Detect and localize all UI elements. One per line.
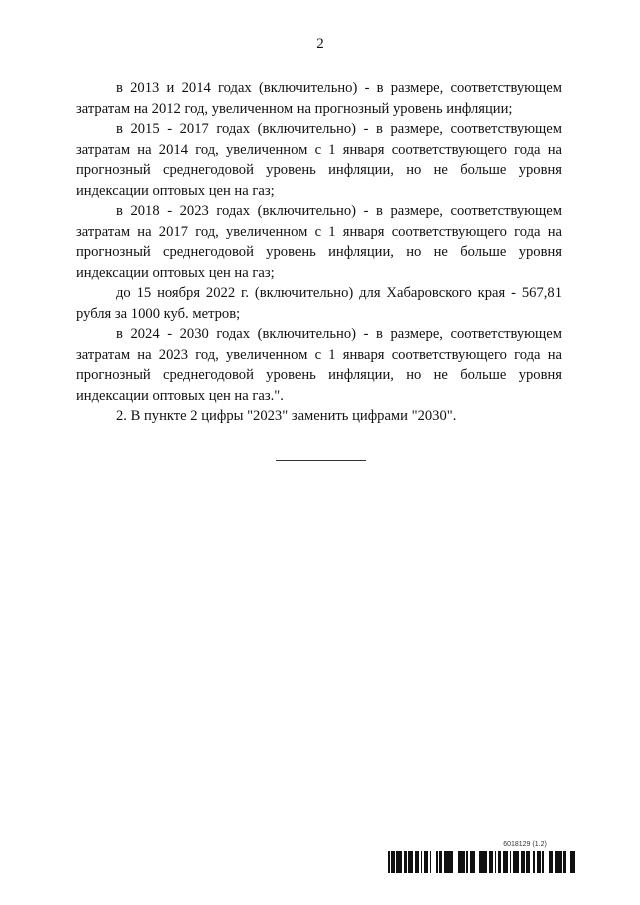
barcode-bar [571,851,573,873]
barcode-bar [479,851,480,873]
barcode-bar [557,851,558,873]
barcode-bar [549,851,551,873]
barcode-bar [515,851,516,873]
barcode-bar [463,851,464,873]
document-body [76,78,562,427]
barcode-bar [482,851,484,873]
barcode-bar [436,851,437,873]
barcode-bar [518,851,519,873]
barcode-bar [521,851,523,873]
barcode-bar [437,851,438,873]
barcode-bar [560,851,562,873]
barcode-bar [461,851,463,873]
barcode-bar [392,851,394,873]
barcode-bar [570,851,571,873]
barcode-bar [388,851,389,873]
barcode-bar [448,851,449,873]
barcode-bar [458,851,459,873]
barcode-bar [490,851,492,873]
barcode-bar [427,851,428,873]
paragraph-2015-2017: в 2015 - 2017 годах (включительно) - в размере, соответствующем затратам на 2014 год, увеличенном с 1 января соответствующего года на прогнозный среднегодовой уровень инфляции, но не больше уровня индексации оптовых цен на газ; [76,121,562,199]
barcode-bar [415,851,417,873]
barcode-bar [411,851,413,873]
barcode [384,851,576,873]
barcode-bar [484,851,486,873]
barcode-bar [439,851,440,873]
barcode-bar [564,851,566,873]
barcode-bar [389,851,390,873]
barcode-bar [574,851,575,873]
barcode-bar [430,851,431,873]
barcode-bar [524,851,525,873]
document-code: 6018129 (1.2) [503,841,547,848]
barcode-bar [507,851,508,873]
barcode-bar [529,851,530,873]
paragraph-2013-2014: в 2013 и 2014 годах (включительно) - в размере, соответствующем затратам на 2012 год, увеличенном на прогнозный уровень инфляции; [76,80,562,117]
barcode-bar [398,851,400,873]
barcode-bar [498,851,500,873]
closing-divider [276,460,366,461]
barcode-bar [555,851,557,873]
barcode-bar [538,851,540,873]
barcode-bar [450,851,451,873]
barcode-bar [440,851,441,873]
barcode-bar [486,851,487,873]
barcode-bar [417,851,418,873]
barcode-bar [396,851,398,873]
barcode-bar [528,851,529,873]
barcode-bar [563,851,564,873]
barcode-bar [408,851,410,873]
page-number: 2 [316,36,324,52]
paragraph-item-2: 2. В пункте 2 цифры "2023" заменить цифрами "2030". [116,408,457,424]
barcode-bar [495,851,496,873]
barcode-bar [466,851,468,873]
barcode-bar [421,851,422,873]
barcode-bar [573,851,574,873]
barcode-bar [425,851,427,873]
barcode-bar [533,851,535,873]
barcode-bar [513,851,515,873]
barcode-bar [510,851,511,873]
barcode-bar [404,851,406,873]
barcode-bar [400,851,402,873]
barcode-bar [503,851,505,873]
barcode-bar [526,851,528,873]
paragraph-khabarovsk: до 15 ноября 2022 г. (включительно) для Хабаровского края - 567,81 рубля за 1000 куб. метров; [76,285,562,322]
barcode-bar [500,851,501,873]
barcode-bar [551,851,553,873]
barcode-bar [464,851,465,873]
barcode-bar [394,851,395,873]
paragraph-2024-2030: в 2024 - 2030 годах (включительно) - в размере, соответствующем затратам на 2023 год, увеличенном с 1 января соответствующего года на прогнозный среднегодовой уровень инфляции, но не больше уровня индексации оптовых цен на газ.". [76,326,562,404]
barcode-bar [418,851,419,873]
barcode-bar [506,851,507,873]
paragraph-2018-2023: в 2018 - 2023 годах (включительно) - в размере, соответствующем затратам на 2017 год, увеличенном с 1 января соответствующего года на прогнозный среднегодовой уровень инфляции, но не больше уровня индексации оптовых цен на газ; [76,203,562,281]
barcode-bar [516,851,518,873]
barcode-bar [540,851,541,873]
barcode-bar [391,851,392,873]
barcode-bar [523,851,524,873]
barcode-bar [446,851,448,873]
barcode-bar [424,851,425,873]
barcode-bar [472,851,473,873]
barcode-bar [451,851,453,873]
barcode-bar [492,851,493,873]
barcode-bar [449,851,450,873]
barcode-bar [406,851,407,873]
barcode-bar [441,851,442,873]
barcode-bar [410,851,411,873]
barcode-bar [542,851,544,873]
barcode-bar [505,851,506,873]
barcode-bar [558,851,560,873]
barcode-bar [473,851,475,873]
barcode-bar [459,851,461,873]
barcode-bar [470,851,472,873]
barcode-bar [444,851,446,873]
barcode-bar [537,851,538,873]
barcode-bar [480,851,482,873]
barcode-bar [489,851,490,873]
